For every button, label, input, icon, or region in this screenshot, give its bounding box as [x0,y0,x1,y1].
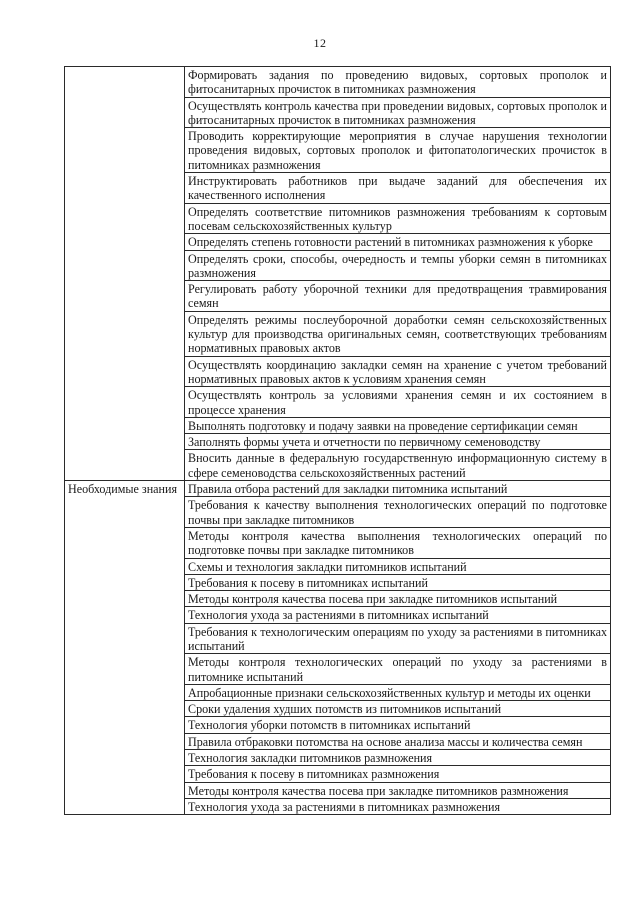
section-label-cell [65,67,185,481]
page-number: 12 [313,36,327,50]
requirement-item-cell: Осуществлять контроль качества при проведении видовых, сортовых прополок и фитосанитарных прочисток в питомниках размножения [185,97,611,128]
requirement-item-cell: Апробационные признаки сельскохозяйственных культур и методы их оценки [185,684,611,700]
requirement-item-cell: Осуществлять контроль за условиями хранения семян и их состоянием в процессе хранения [185,387,611,418]
requirement-item-cell: Методы контроля качества посева при закладке питомников испытаний [185,591,611,607]
requirement-item-cell: Осуществлять координацию закладки семян на хранение с учетом требований нормативных правовых актов к условиям хранения семян [185,356,611,387]
table-row [65,67,611,98]
requirement-item-cell: Определять сроки, способы, очередность и темпы уборки семян в питомниках размножения [185,250,611,281]
requirement-item-cell: Требования к посеву в питомниках испытаний [185,574,611,590]
requirement-item-cell: Определять режимы послеуборочной доработки семян сельскохозяйственных культур для производства оригинальных семян, соответствующих требованиям нормативных правовых актов [185,311,611,356]
requirement-item-cell: Технология ухода за растениями в питомниках размножения [185,798,611,814]
requirement-item-cell: Сроки удаления худших потомств из питомников испытаний [185,701,611,717]
requirement-item-cell: Методы контроля качества выполнения технологических операций по подготовке почвы при закладке питомников [185,527,611,558]
requirement-item-cell: Технология ухода за растениями в питомниках испытаний [185,607,611,623]
requirement-item-cell: Требования к технологическим операциям по уходу за растениями в питомниках испытаний [185,623,611,654]
requirement-item-cell: Формировать задания по проведению видовых, сортовых прополок и фитосанитарных прочисток в питомниках размножения [185,67,611,98]
table-row [65,481,611,497]
requirement-item-cell: Проводить корректирующие мероприятия в случае нарушения технологии проведения видовых, сортовых прополок и фитопатологических прочисток в питомниках размножения [185,128,611,173]
requirement-item-cell: Заполнять формы учета и отчетности по первичному семеноводству [185,434,611,450]
requirement-item-cell: Правила отбраковки потомства на основе анализа массы и количества семян [185,733,611,749]
requirement-item-cell: Требования к посеву в питомниках размножения [185,766,611,782]
requirement-item-cell: Методы контроля качества посева при закладке питомников размножения [185,782,611,798]
requirement-item-cell: Определять соответствие питомников размножения требованиям к сортовым посевам сельскохозяйственных культур [185,203,611,234]
requirement-item-cell: Вносить данные в федеральную государственную информационную систему в сфере семеноводства сельскохозяйственных растений [185,450,611,481]
requirements-table [64,66,611,815]
requirement-item-cell: Выполнять подготовку и подачу заявки на проведение сертификации семян [185,417,611,433]
requirement-item-cell: Технология закладки питомников размножения [185,750,611,766]
requirement-item-cell: Определять степень готовности растений в питомниках размножения к уборке [185,234,611,250]
requirement-item-cell: Правила отбора растений для закладки питомника испытаний [185,481,611,497]
requirement-item-cell: Регулировать работу уборочной техники для предотвращения травмирования семян [185,281,611,312]
requirement-item-cell: Требования к качеству выполнения технологических операций по подготовке почвы при закладке питомников [185,497,611,528]
section-label-cell: Необходимые знания [65,481,185,815]
requirement-item-cell: Методы контроля технологических операций по уходу за растениями в питомнике испытаний [185,654,611,685]
requirement-item-cell: Инструктировать работников при выдаче заданий для обеспечения их качественного исполнения [185,173,611,204]
requirement-item-cell: Схемы и технология закладки питомников испытаний [185,558,611,574]
requirement-item-cell: Технология уборки потомств в питомниках испытаний [185,717,611,733]
requirements-table-body [65,67,611,815]
